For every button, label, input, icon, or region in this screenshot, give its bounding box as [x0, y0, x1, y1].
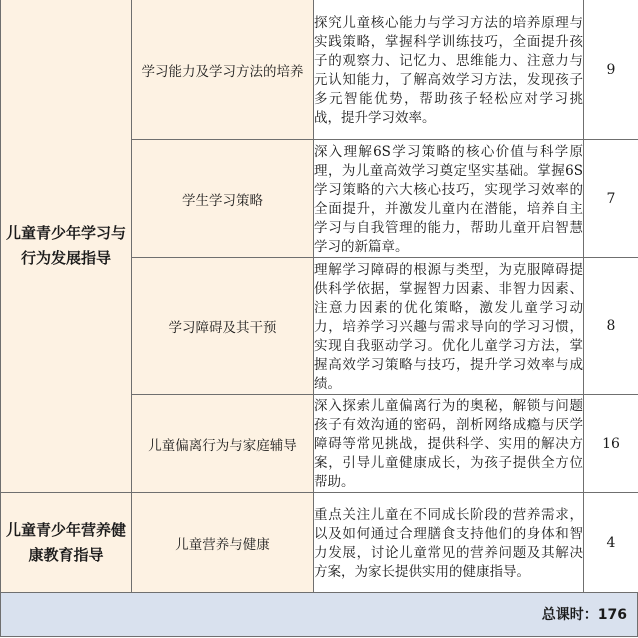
- category-cell: 儿童青少年营养健康教育指导: [1, 493, 132, 593]
- description-text: 理解学习障碍的根源与类型，为克服障碍提供科学依据，掌握智力因素、非智力因素、注意力因素的优化策略，激发儿童学习动力，培养学习兴趣与需求导向的学习习惯，实现自我驱动学习。优化儿童学习方法，掌握高效学习策略与技巧，提升学习效率与成绩。: [314, 259, 583, 394]
- course-hours: 16: [584, 395, 638, 493]
- description-text: 重点关注儿童在不同成长阶段的营养需求，以及如何通过合理膳食支持他们的身体和智力发展，讨论儿童常见的营养问题及其解决方案，为家长提供实用的健康指导。: [314, 504, 583, 582]
- course-description: [314, 395, 584, 493]
- course-hours: 4: [584, 493, 638, 593]
- course-name: 学生学习策略: [132, 140, 314, 258]
- total-label: 总课时：: [542, 607, 598, 623]
- course-name: 儿童偏离行为与家庭辅导: [132, 395, 314, 493]
- course-name: 学习障碍及其干预: [132, 258, 314, 395]
- category-cell: 儿童青少年学习与行为发展指导: [1, 0, 132, 493]
- description-text: 探究儿童核心能力与学习方法的培养原理与实践策略，掌握科学训练技巧，全面提升孩子的观察力、记忆力、思维能力、注意力与元认知能力，了解高效学习方法，发现孩子多元智能优势，帮助孩子轻松应对学习挑战，提升学习效率。: [314, 12, 583, 128]
- course-hours: 8: [584, 258, 638, 395]
- total-hours: [542, 607, 637, 623]
- course-hours: 9: [584, 0, 638, 140]
- course-description: [314, 0, 584, 140]
- table-row: [1, 493, 638, 593]
- total-hours-footer: [0, 592, 638, 637]
- course-description: [314, 493, 584, 593]
- course-description: [314, 258, 584, 395]
- table-row: [1, 0, 638, 140]
- description-text: 深入探索儿童偏离行为的奥秘，解锁与问题孩子有效沟通的密码，剖析网络成瘾与厌学障碍等常见挑战，提供科学、实用的解决方案，引导儿童健康成长，为孩子提供全方位帮助。: [314, 395, 583, 492]
- course-hours: 7: [584, 140, 638, 258]
- course-name: 儿童营养与健康: [132, 493, 314, 593]
- course-name: 学习能力及学习方法的培养: [132, 0, 314, 140]
- total-value: 176: [598, 607, 627, 623]
- description-text: 深入理解6S学习策略的核心价值与科学原理，为儿童高效学习奠定坚实基础。掌握6S学习策略的六大核心技巧，实现学习效率的全面提升，并激发儿童内在潜能，培养自主学习与自我管理的能力，帮助儿童开启智慧学习的新篇章。: [314, 141, 583, 257]
- course-description: [314, 140, 584, 258]
